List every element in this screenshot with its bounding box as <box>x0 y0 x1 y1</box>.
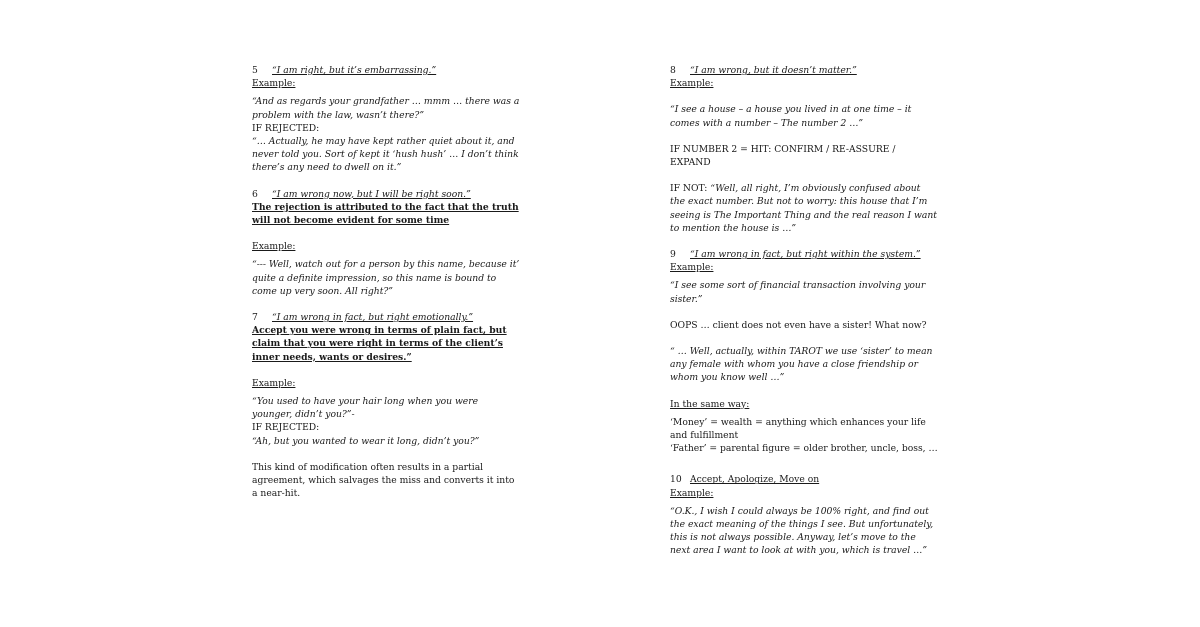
right-column <box>670 64 938 558</box>
if-hit-instruction: IF NUMBER 2 = HIT: CONFIRM / RE-ASSURE / EXPAND <box>670 143 896 169</box>
if-rejected-label: IF REJECTED: <box>252 122 320 134</box>
example-quote: “And as regards your grandfather … mmm … there was a problem with the law, wasn’t there?” <box>252 96 520 121</box>
if-rejected-label: IF REJECTED: <box>252 422 320 434</box>
section-number: 6 <box>252 188 258 200</box>
example-quote: “I see some sort of financial transaction involving your sister.” <box>670 280 926 305</box>
left-column <box>252 64 520 500</box>
if-not-response: “Well, all right, I’m obviously confused about the exact number. But not to worry: this house that I’m seeing is The Important Thing and the real reason I want to mention the house is …” <box>670 183 937 234</box>
if-not-label: IF NOT: <box>670 183 708 195</box>
section-title: “I am wrong in fact, but right emotionally.” <box>272 312 474 324</box>
example-quote: “I see a house – a house you lived in at one time – it comes with a number – The number 2 …” <box>670 104 912 129</box>
section-7-heading <box>252 311 520 324</box>
section-note: This kind of modification often results in a partial agreement, which salvages the miss and converts it into a near-hit. <box>252 461 515 500</box>
section-rule: Accept you were wrong in terms of plain fact, but claim that you were right in terms of the client’s inner needs, wants or desires.” <box>252 325 507 363</box>
example-label: Example: <box>252 78 296 90</box>
example-label: Example: <box>670 487 714 499</box>
section-title: “I am right, but it’s embarrassing.” <box>272 65 437 76</box>
section-title: Accept, Apologize, Move on <box>690 474 820 486</box>
section-number: 7 <box>252 312 258 324</box>
section-title: “I am wrong now, but I will be right soon.” <box>272 188 471 200</box>
section-number: 5 <box>252 65 258 76</box>
section-5-heading <box>252 64 520 77</box>
rejected-response: “Ah, but you wanted to wear it long, didn’t you?” <box>252 435 480 447</box>
section-8-heading <box>670 64 938 77</box>
section-number: 8 <box>670 65 676 76</box>
example-quote: “--- Well, watch out for a person by this name, because it’ quite a definite impression, so this name is bound to come up very soon. All right?” <box>252 259 520 297</box>
section-6-heading <box>252 188 520 201</box>
same-way-label: In the same way: <box>670 398 750 410</box>
section-10-heading <box>670 473 938 486</box>
father-definition: ‘Father’ = parental figure = older brother, uncle, boss, … <box>670 443 938 455</box>
oops-line: OOPS … client does not even have a sister! What now? <box>670 319 927 331</box>
example-label: Example: <box>252 241 296 253</box>
example-label: Example: <box>670 262 714 274</box>
rejected-response: “… Actually, he may have kept rather quiet about it, and never told you. Sort of kept it ‘hush hush’ … I don’t think there’s any need to dwell on it.” <box>252 136 519 174</box>
section-rule: The rejection is attributed to the fact that the truth will not become evident for some time <box>252 201 519 227</box>
section-number: 10 <box>670 474 682 486</box>
section-number: 9 <box>670 249 676 261</box>
if-not-block <box>670 182 938 235</box>
section-title: “I am wrong in fact, but right within the system.” <box>690 249 921 261</box>
example-quote: “You used to have your hair long when you were younger, didn’t you?”- <box>252 396 479 421</box>
section-title: “I am wrong, but it doesn’t matter.” <box>690 65 857 76</box>
example-label: Example: <box>252 377 296 389</box>
example-quote: “O.K., I wish I could always be 100% right, and find out the exact meaning of the things I see. But unfortunately, this is not always possible. Anyway, let’s move to the next area I want to look at with you, which is travel …” <box>670 505 934 557</box>
section-9-heading <box>670 248 938 261</box>
example-label: Example: <box>670 78 714 90</box>
system-response: “ … Well, actually, within TAROT we use ‘sister’ to mean any female with whom you have a close friendship or whom you know well …” <box>670 346 933 384</box>
money-definition: ‘Money’ = wealth = anything which enhances your life and fulfillment <box>670 416 926 442</box>
